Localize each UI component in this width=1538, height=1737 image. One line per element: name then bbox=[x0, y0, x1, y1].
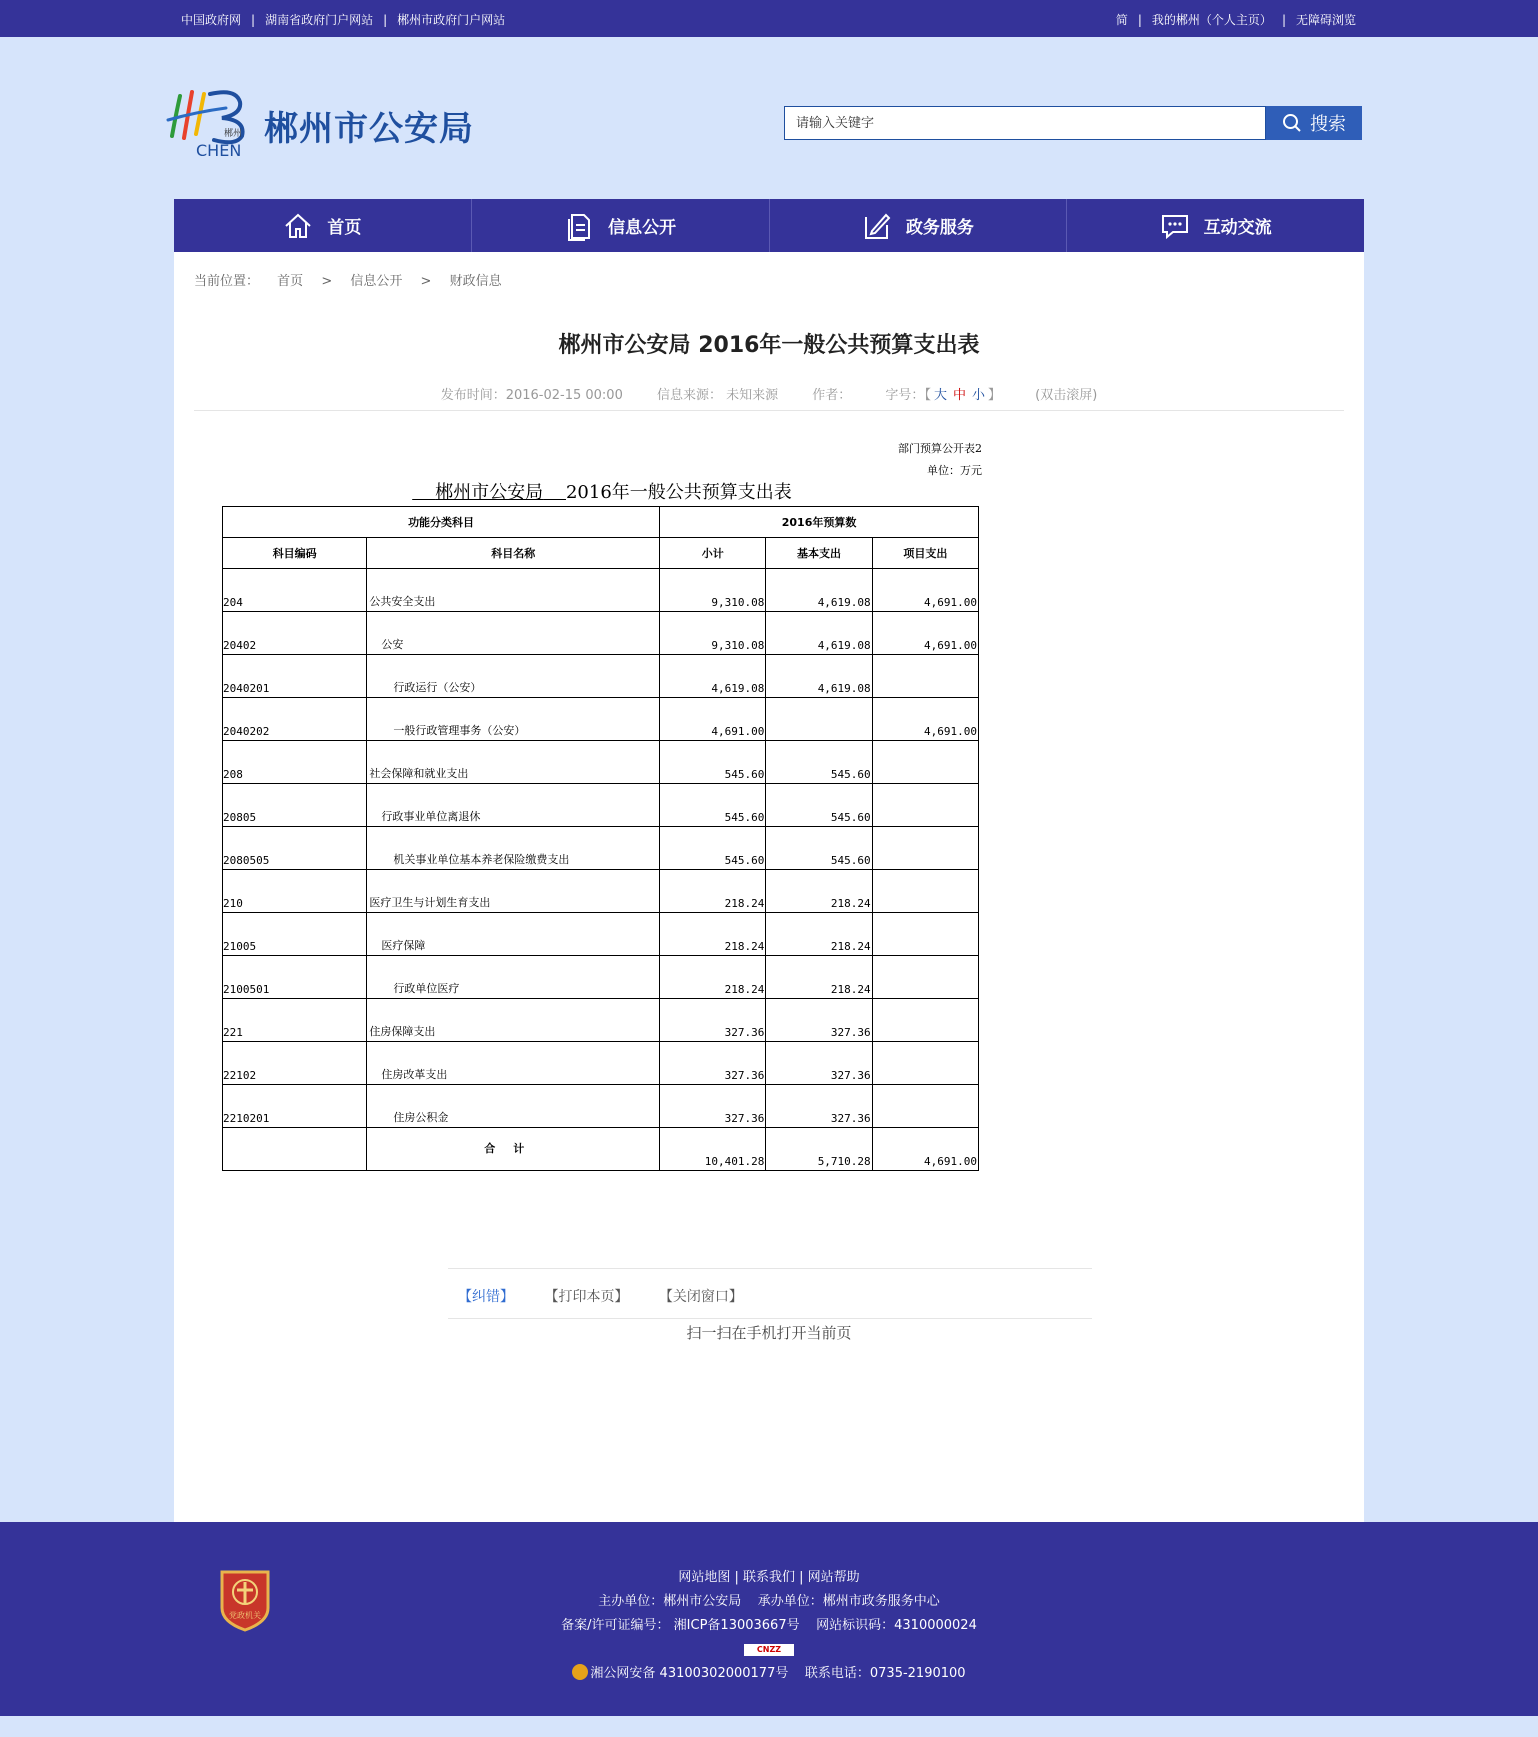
table-row bbox=[223, 784, 979, 827]
row-subtotal: 545.60 bbox=[660, 827, 766, 870]
row-basic: 545.60 bbox=[766, 827, 872, 870]
home-icon bbox=[283, 211, 313, 241]
footer-phone: 联系电话：0735-2190100 bbox=[804, 1666, 966, 1681]
total-basic: 5,710.28 bbox=[766, 1128, 872, 1171]
footer-links: 网站地图 | 联系我们 | 网站帮助 bbox=[678, 1570, 860, 1585]
row-project bbox=[872, 784, 978, 827]
row-project bbox=[872, 827, 978, 870]
table-row bbox=[223, 956, 979, 999]
footer-site-id: 网站标识码：4310000024 bbox=[816, 1618, 977, 1633]
edit-icon bbox=[862, 211, 892, 241]
link-my-chenzhou[interactable]: 我的郴州（个人主页） bbox=[1151, 13, 1272, 27]
row-basic: 4,619.08 bbox=[766, 655, 872, 698]
row-name: 一般行政管理事务（公安） bbox=[367, 698, 660, 741]
link-simplified[interactable]: 简 bbox=[1115, 13, 1128, 27]
row-name: 公共安全支出 bbox=[367, 569, 660, 612]
table-row bbox=[223, 870, 979, 913]
row-code: 2080505 bbox=[223, 827, 367, 870]
row-code: 221 bbox=[223, 999, 367, 1042]
table-row bbox=[223, 913, 979, 956]
close-window-link[interactable]: 【关闭窗口】 bbox=[658, 1289, 743, 1305]
row-basic: 327.36 bbox=[766, 999, 872, 1042]
row-project: 4,691.00 bbox=[872, 612, 978, 655]
row-name: 行政单位医疗 bbox=[367, 956, 660, 999]
footer-contact-link[interactable]: 联系我们 bbox=[742, 1570, 795, 1585]
total-project: 4,691.00 bbox=[872, 1128, 978, 1171]
row-subtotal: 327.36 bbox=[660, 999, 766, 1042]
badge-text: 党政机关 bbox=[229, 1611, 261, 1620]
row-code: 2100501 bbox=[223, 956, 367, 999]
row-name: 医疗卫生与计划生育支出 bbox=[367, 870, 660, 913]
row-project bbox=[872, 870, 978, 913]
row-basic: 327.36 bbox=[766, 1042, 872, 1085]
row-subtotal: 327.36 bbox=[660, 1042, 766, 1085]
row-subtotal: 218.24 bbox=[660, 913, 766, 956]
row-name: 行政运行（公安） bbox=[367, 655, 660, 698]
row-project bbox=[872, 1042, 978, 1085]
col-name: 科目名称 bbox=[367, 538, 660, 569]
row-subtotal: 4,619.08 bbox=[660, 655, 766, 698]
info-source: 信息来源： 未知来源 bbox=[656, 388, 779, 403]
row-basic: 218.24 bbox=[766, 870, 872, 913]
breadcrumb-separator: > bbox=[420, 274, 432, 289]
row-project bbox=[872, 956, 978, 999]
row-code: 21005 bbox=[223, 913, 367, 956]
breadcrumb-finance[interactable] bbox=[450, 274, 516, 289]
row-name: 住房改革支出 bbox=[367, 1042, 660, 1085]
top-left-links: 中国政府网 | 湖南省政府门户网站 | 郴州市政府门户网站 bbox=[181, 13, 506, 27]
breadcrumb-info[interactable] bbox=[350, 274, 416, 289]
col-subtotal: 小计 bbox=[660, 538, 766, 569]
article-title: 郴州市公安局 2016年一般公共预算支出表 bbox=[558, 333, 980, 358]
row-name: 行政事业单位离退休 bbox=[367, 784, 660, 827]
row-subtotal: 218.24 bbox=[660, 870, 766, 913]
article-actions bbox=[448, 1286, 1092, 1306]
row-subtotal: 218.24 bbox=[660, 956, 766, 999]
row-subtotal: 327.36 bbox=[660, 1085, 766, 1128]
nav-interaction[interactable] bbox=[1067, 199, 1364, 252]
font-size-control: 字号：【 大 中 小 】 bbox=[885, 388, 1006, 403]
row-basic: 545.60 bbox=[766, 741, 872, 784]
row-name: 社会保障和就业支出 bbox=[367, 741, 660, 784]
breadcrumb bbox=[194, 270, 516, 289]
footer-icp: 备案/许可证编号： 湘ICP备13003667号 bbox=[561, 1618, 800, 1633]
table-row bbox=[223, 1042, 979, 1085]
breadcrumb-info-label: 信息公开 bbox=[350, 274, 403, 289]
footer-cnzz-row bbox=[0, 1638, 1538, 1662]
header-budget-2016: 2016年预算数 bbox=[660, 507, 979, 538]
col-code: 科目编码 bbox=[223, 538, 367, 569]
row-basic: 218.24 bbox=[766, 956, 872, 999]
row-name: 医疗保障 bbox=[367, 913, 660, 956]
table-row bbox=[223, 741, 979, 784]
footer-sponsor: 主办单位：郴州市公安局 bbox=[598, 1594, 742, 1609]
row-code: 2210201 bbox=[223, 1085, 367, 1128]
row-name: 机关事业单位基本养老保险缴费支出 bbox=[367, 827, 660, 870]
row-code: 208 bbox=[223, 741, 367, 784]
row-name: 住房公积金 bbox=[367, 1085, 660, 1128]
police-icon bbox=[572, 1664, 588, 1680]
table-row bbox=[223, 612, 979, 655]
search-box bbox=[784, 106, 1362, 140]
col-basic: 基本支出 bbox=[766, 538, 872, 569]
breadcrumb-prefix: 当前位置： bbox=[194, 274, 260, 289]
row-project bbox=[872, 913, 978, 956]
search-input[interactable] bbox=[784, 106, 1266, 140]
row-project bbox=[872, 1085, 978, 1128]
row-code: 20805 bbox=[223, 784, 367, 827]
link-chenzhou-gov[interactable]: 郴州市政府门户网站 bbox=[397, 13, 506, 27]
row-basic: 4,619.08 bbox=[766, 569, 872, 612]
top-right-links: 简 | 我的郴州（个人主页） | 无障碍浏览 bbox=[1115, 13, 1356, 27]
row-code: 2040201 bbox=[223, 655, 367, 698]
total-code-cell bbox=[223, 1128, 367, 1171]
link-accessibility[interactable]: 无障碍浏览 bbox=[1295, 13, 1356, 27]
total-label: 合计 bbox=[367, 1128, 660, 1171]
main-content bbox=[174, 252, 1364, 1522]
top-bar bbox=[0, 0, 1538, 37]
scroll-hint[interactable]: (双击滚屏) bbox=[1035, 388, 1098, 403]
table-row bbox=[223, 698, 979, 741]
cnzz-badge[interactable]: CNZZ bbox=[744, 1644, 794, 1656]
breadcrumb-home-label: 首页 bbox=[277, 274, 304, 289]
chenzhou-logo[interactable] bbox=[166, 84, 258, 160]
row-code: 2040202 bbox=[223, 698, 367, 741]
search-button-label: 搜索 bbox=[1310, 114, 1346, 135]
row-subtotal: 545.60 bbox=[660, 741, 766, 784]
logo-small-text: 郴州 bbox=[224, 129, 243, 139]
qr-scan-text: 扫一扫在手机打开当前页 bbox=[686, 1324, 852, 1342]
col-project: 项目支出 bbox=[872, 538, 978, 569]
footer bbox=[0, 1522, 1538, 1716]
sheet-note-table: 部门预算公开表2 bbox=[898, 442, 982, 455]
row-basic: 545.60 bbox=[766, 784, 872, 827]
row-code: 20402 bbox=[223, 612, 367, 655]
row-basic bbox=[766, 698, 872, 741]
search-button[interactable] bbox=[1266, 106, 1362, 140]
document-icon bbox=[564, 211, 594, 241]
print-page-link[interactable]: 【打印本页】 bbox=[544, 1289, 629, 1305]
meta-divider bbox=[194, 410, 1344, 411]
row-basic: 4,619.08 bbox=[766, 612, 872, 655]
font-size-small[interactable]: 小 bbox=[971, 388, 985, 403]
row-subtotal: 9,310.08 bbox=[660, 569, 766, 612]
nav-service-label: 政务服务 bbox=[905, 218, 974, 238]
footer-police-row bbox=[0, 1662, 1538, 1686]
font-size-large[interactable]: 大 bbox=[933, 388, 947, 403]
font-size-label: 字号： bbox=[885, 388, 925, 403]
row-code: 210 bbox=[223, 870, 367, 913]
publish-time: 发布时间：2016-02-15 00:00 bbox=[440, 388, 623, 403]
footer-undertaker: 承办单位：郴州市政务服务中心 bbox=[757, 1594, 940, 1609]
row-project bbox=[872, 999, 978, 1042]
sheet-title bbox=[222, 478, 982, 504]
search-icon bbox=[1282, 113, 1302, 133]
table-row bbox=[223, 1085, 979, 1128]
sheet-note-unit: 单位：万元 bbox=[927, 464, 982, 477]
row-name: 公安 bbox=[367, 612, 660, 655]
nav-home-label: 首页 bbox=[327, 218, 362, 238]
nav-info-disclosure[interactable] bbox=[472, 199, 770, 252]
table-row bbox=[223, 999, 979, 1042]
budget-table bbox=[222, 506, 979, 1171]
breadcrumb-separator: > bbox=[321, 274, 333, 289]
font-size-medium[interactable]: 中 bbox=[952, 388, 966, 403]
row-code: 22102 bbox=[223, 1042, 367, 1085]
actions-divider-top bbox=[448, 1268, 1092, 1269]
site-name: 郴州市公安局 bbox=[264, 109, 474, 149]
footer-icp-row bbox=[0, 1614, 1538, 1638]
link-hunan-gov[interactable]: 湖南省政府门户网站 bbox=[265, 13, 374, 27]
correct-error-link[interactable]: 【纠错】 bbox=[458, 1289, 514, 1305]
nav-info-label: 信息公开 bbox=[608, 218, 677, 238]
row-subtotal: 9,310.08 bbox=[660, 612, 766, 655]
main-nav bbox=[174, 199, 1364, 252]
row-name: 住房保障支出 bbox=[367, 999, 660, 1042]
row-project bbox=[872, 655, 978, 698]
link-gov-cn[interactable]: 中国政府网 bbox=[181, 13, 242, 27]
row-basic: 327.36 bbox=[766, 1085, 872, 1128]
row-subtotal: 4,691.00 bbox=[660, 698, 766, 741]
footer-sitemap-link[interactable]: 网站地图 bbox=[678, 1570, 731, 1585]
table-row bbox=[223, 827, 979, 870]
row-code: 204 bbox=[223, 569, 367, 612]
footer-info bbox=[0, 1566, 1538, 1686]
budget-table-body bbox=[223, 569, 979, 1128]
article-meta bbox=[174, 384, 1364, 403]
row-project bbox=[872, 741, 978, 784]
actions-divider-bottom bbox=[448, 1318, 1092, 1319]
row-project: 4,691.00 bbox=[872, 569, 978, 612]
row-project: 4,691.00 bbox=[872, 698, 978, 741]
nav-home[interactable] bbox=[174, 199, 472, 252]
nav-interaction-label: 互动交流 bbox=[1203, 218, 1272, 238]
footer-org bbox=[0, 1590, 1538, 1614]
header-function-category: 功能分类科目 bbox=[223, 507, 660, 538]
footer-help-link[interactable]: 网站帮助 bbox=[807, 1570, 860, 1585]
total-subtotal: 10,401.28 bbox=[660, 1128, 766, 1171]
row-basic: 218.24 bbox=[766, 913, 872, 956]
breadcrumb-finance-label: 财政信息 bbox=[449, 274, 502, 289]
total-row bbox=[223, 1128, 979, 1171]
author: 作者： bbox=[812, 388, 852, 403]
chat-icon bbox=[1160, 211, 1190, 241]
breadcrumb-home[interactable] bbox=[277, 274, 317, 289]
table-row bbox=[223, 569, 979, 612]
table-row bbox=[223, 655, 979, 698]
row-subtotal: 545.60 bbox=[660, 784, 766, 827]
nav-gov-service[interactable] bbox=[770, 199, 1068, 252]
footer-police-link[interactable]: 湘公网安备 43100302000177号 bbox=[590, 1666, 789, 1681]
sheet-title-rest: 2016年一般公共预算支出表 bbox=[565, 482, 792, 503]
sheet-title-unit: 郴州市公安局 bbox=[435, 482, 544, 503]
logo-text: CHEN bbox=[196, 141, 242, 160]
